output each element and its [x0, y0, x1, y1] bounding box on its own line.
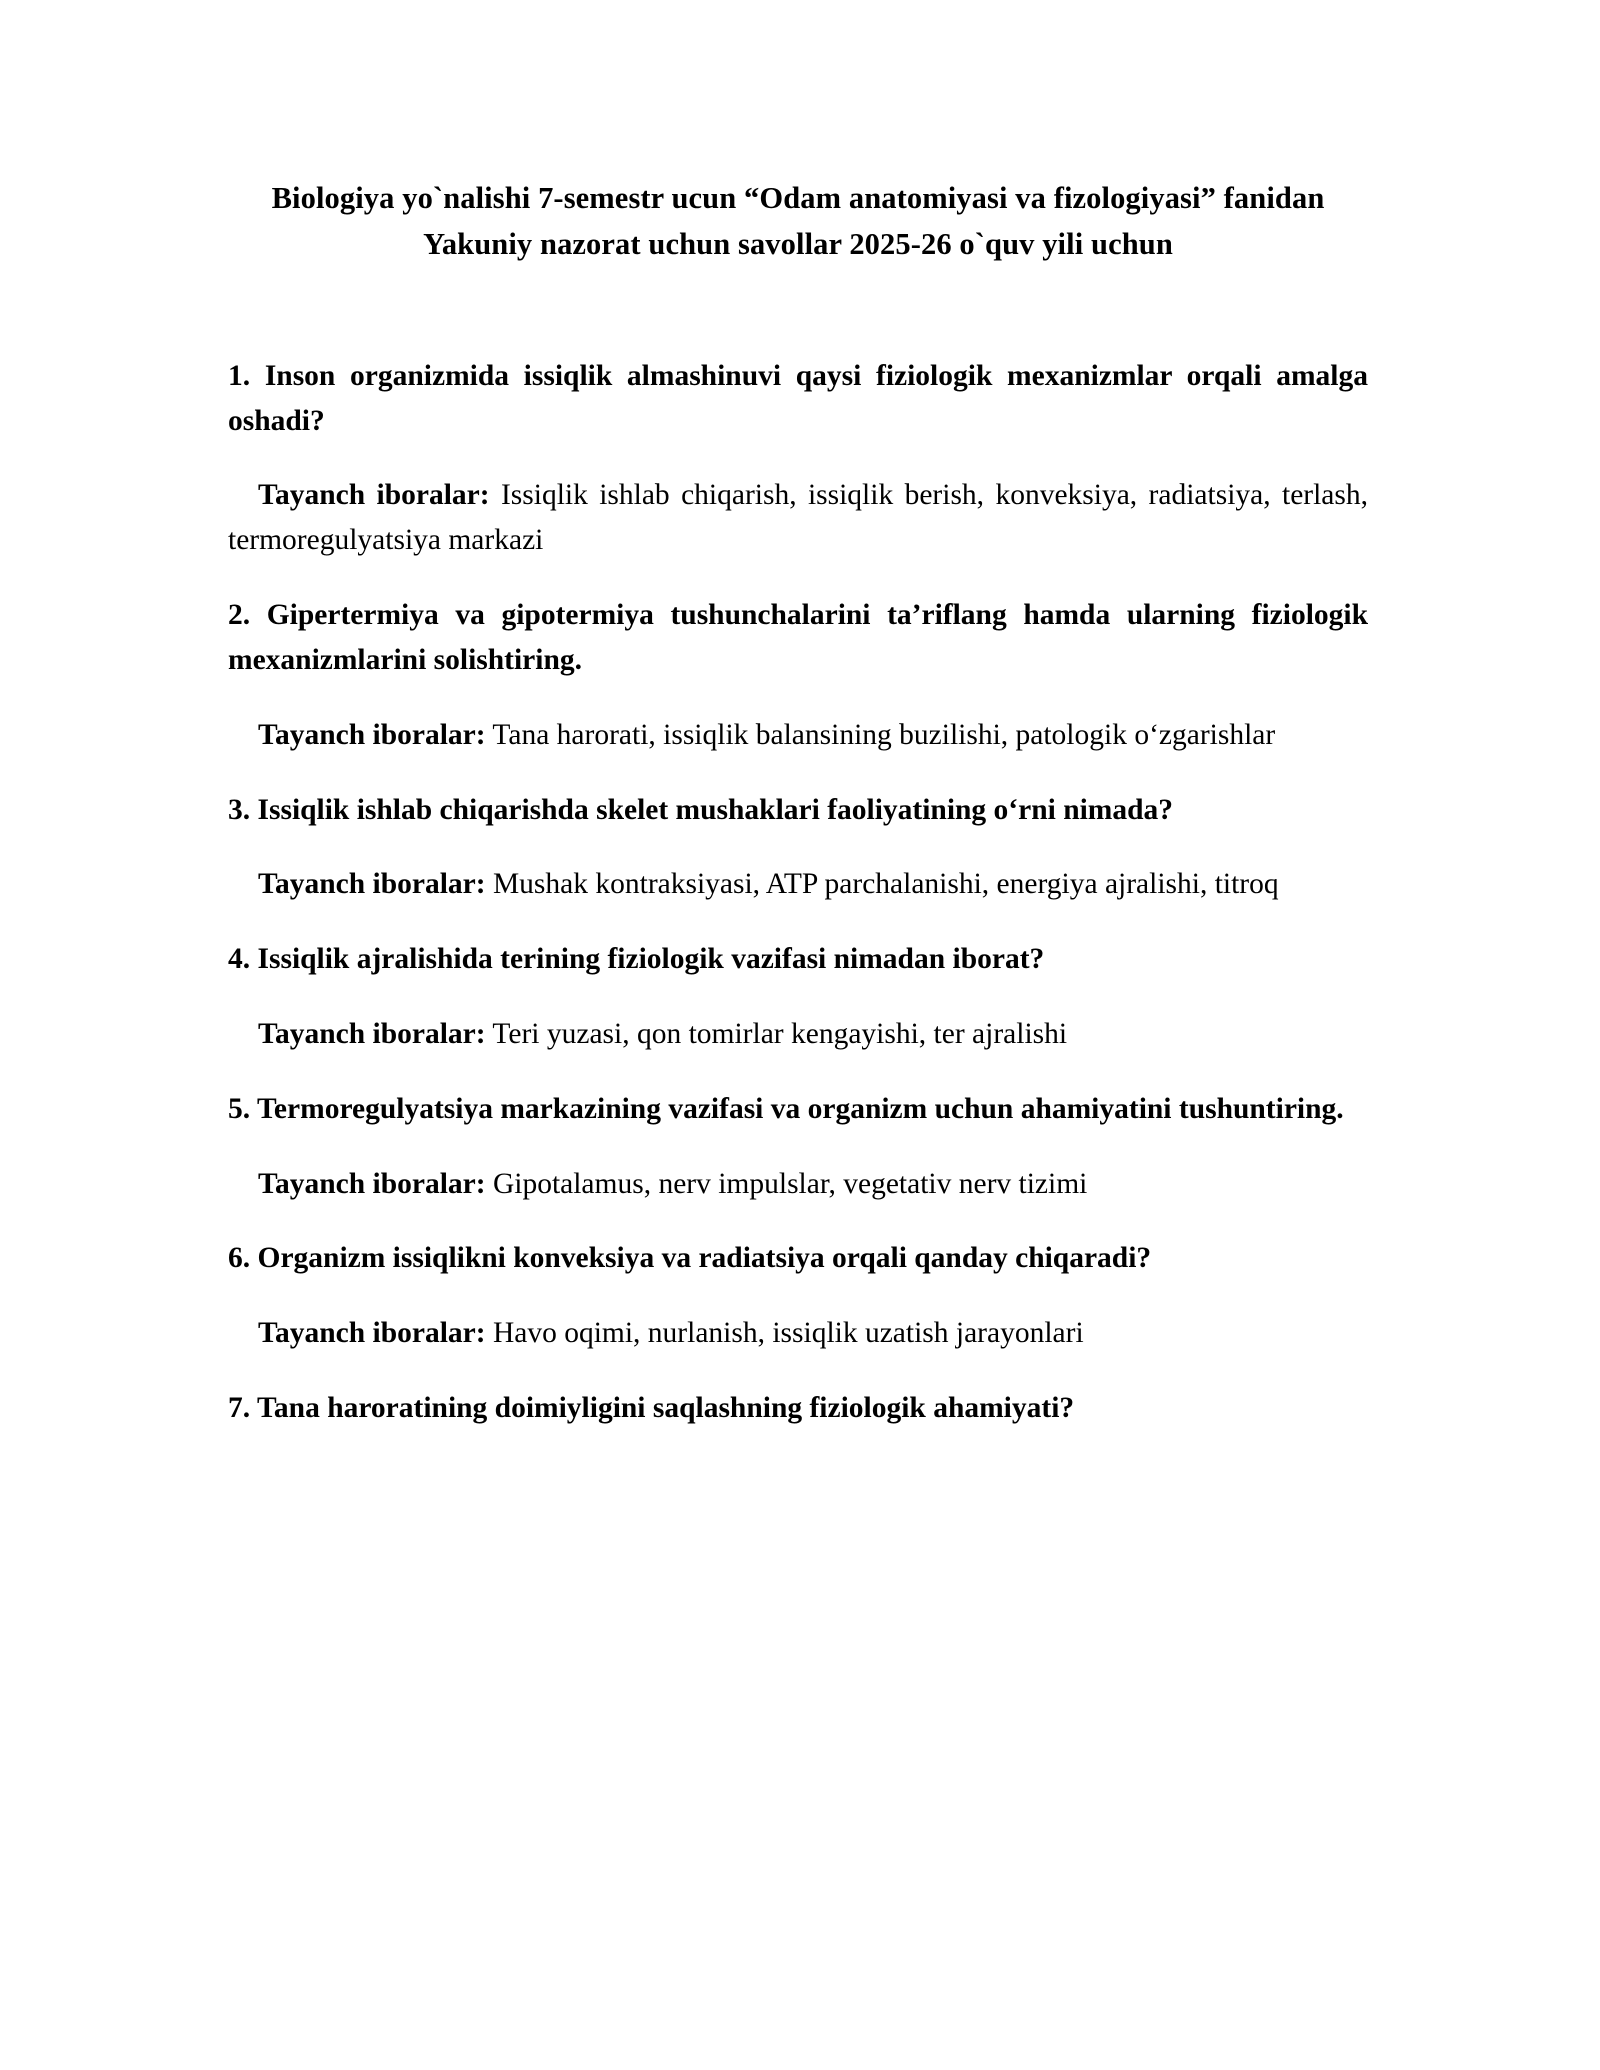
keywords-line-4 — [228, 1012, 1368, 1057]
keywords-text-5: Gipotalamus, nerv impulslar, vegetativ nerv tizimi — [485, 1167, 1088, 1200]
keywords-line-1 — [228, 473, 1368, 563]
keywords-line-3 — [228, 862, 1368, 907]
title-spacer — [228, 268, 1368, 354]
question-text-1: 1. Inson organizmida issiqlik almashinuvi qaysi fiziologik mexanizmlar orqali amalga oshadi? — [228, 359, 1368, 437]
question-block-2 — [228, 593, 1368, 757]
keywords-text-2: Tana harorati, issiqlik balansining buzilishi, patologik o‘zgarishlar — [485, 718, 1276, 751]
question-text-4: 4. Issiqlik ajralishida terining fiziologik vazifasi nimadan iborat? — [228, 943, 1045, 976]
question-text-6: 6. Organizm issiqlikni konveksiya va radiatsiya orqali qanday chiqaradi? — [228, 1242, 1152, 1275]
keywords-text-6: Havo oqimi, nurlanish, issiqlik uzatish jarayonlari — [485, 1317, 1084, 1350]
keywords-text-1: Issiqlik ishlab chiqarish, issiqlik berish, konveksiya, radiatsiya, terlash, termoregulyatsiya markazi — [228, 479, 1369, 557]
page-title: Biologiya yo`nalishi 7-semestr ucun “Odam anatomiyasi va fizologiyasi” fanidan Yakuniy nazorat uchun savollar 2025-26 o`quv yili uchun — [271, 181, 1325, 262]
keywords-label-3: Tayanch iboralar: — [258, 868, 486, 901]
keywords-label-2: Tayanch iboralar: — [258, 718, 486, 751]
question-block-1 — [228, 354, 1368, 563]
question-text-2: 2. Gipertermiya va gipotermiya tushunchalarini ta’riflang hamda ularning fiziologik mexanizmlarini solishtiring. — [228, 599, 1368, 676]
keywords-text-4: Teri yuzasi, qon tomirlar kengayishi, ter ajralishi — [485, 1018, 1068, 1050]
keywords-label-6: Tayanch iboralar: — [258, 1317, 486, 1350]
question-block-5 — [228, 1087, 1368, 1207]
keywords-line-2 — [228, 713, 1368, 758]
keywords-line-5 — [228, 1162, 1368, 1207]
question-text-5: 5. Termoregulyatsiya markazining vazifasi va organizm uchun ahamiyatini tushuntiring. — [228, 1092, 1344, 1125]
keywords-label-4: Tayanch iboralar: — [258, 1018, 486, 1050]
keywords-line-6 — [228, 1311, 1368, 1356]
question-text-7: 7. Tana haroratining doimiyligini saqlashning fiziologik ahamiyati? — [228, 1392, 1075, 1425]
question-block-3 — [228, 788, 1368, 908]
document-body — [228, 175, 1368, 1461]
keywords-text-3: Mushak kontraksiyasi, ATP parchalanishi, energiya ajralishi, titroq — [485, 868, 1279, 901]
keywords-label-5: Tayanch iboralar: — [258, 1167, 486, 1200]
keywords-label-1: Tayanch iboralar: — [258, 479, 490, 512]
question-block-7 — [228, 1386, 1368, 1431]
question-block-6 — [228, 1236, 1368, 1356]
question-text-3: 3. Issiqlik ishlab chiqarishda skelet mushaklari faoliyatining o‘rni nimada? — [228, 793, 1174, 826]
question-block-4 — [228, 937, 1368, 1057]
